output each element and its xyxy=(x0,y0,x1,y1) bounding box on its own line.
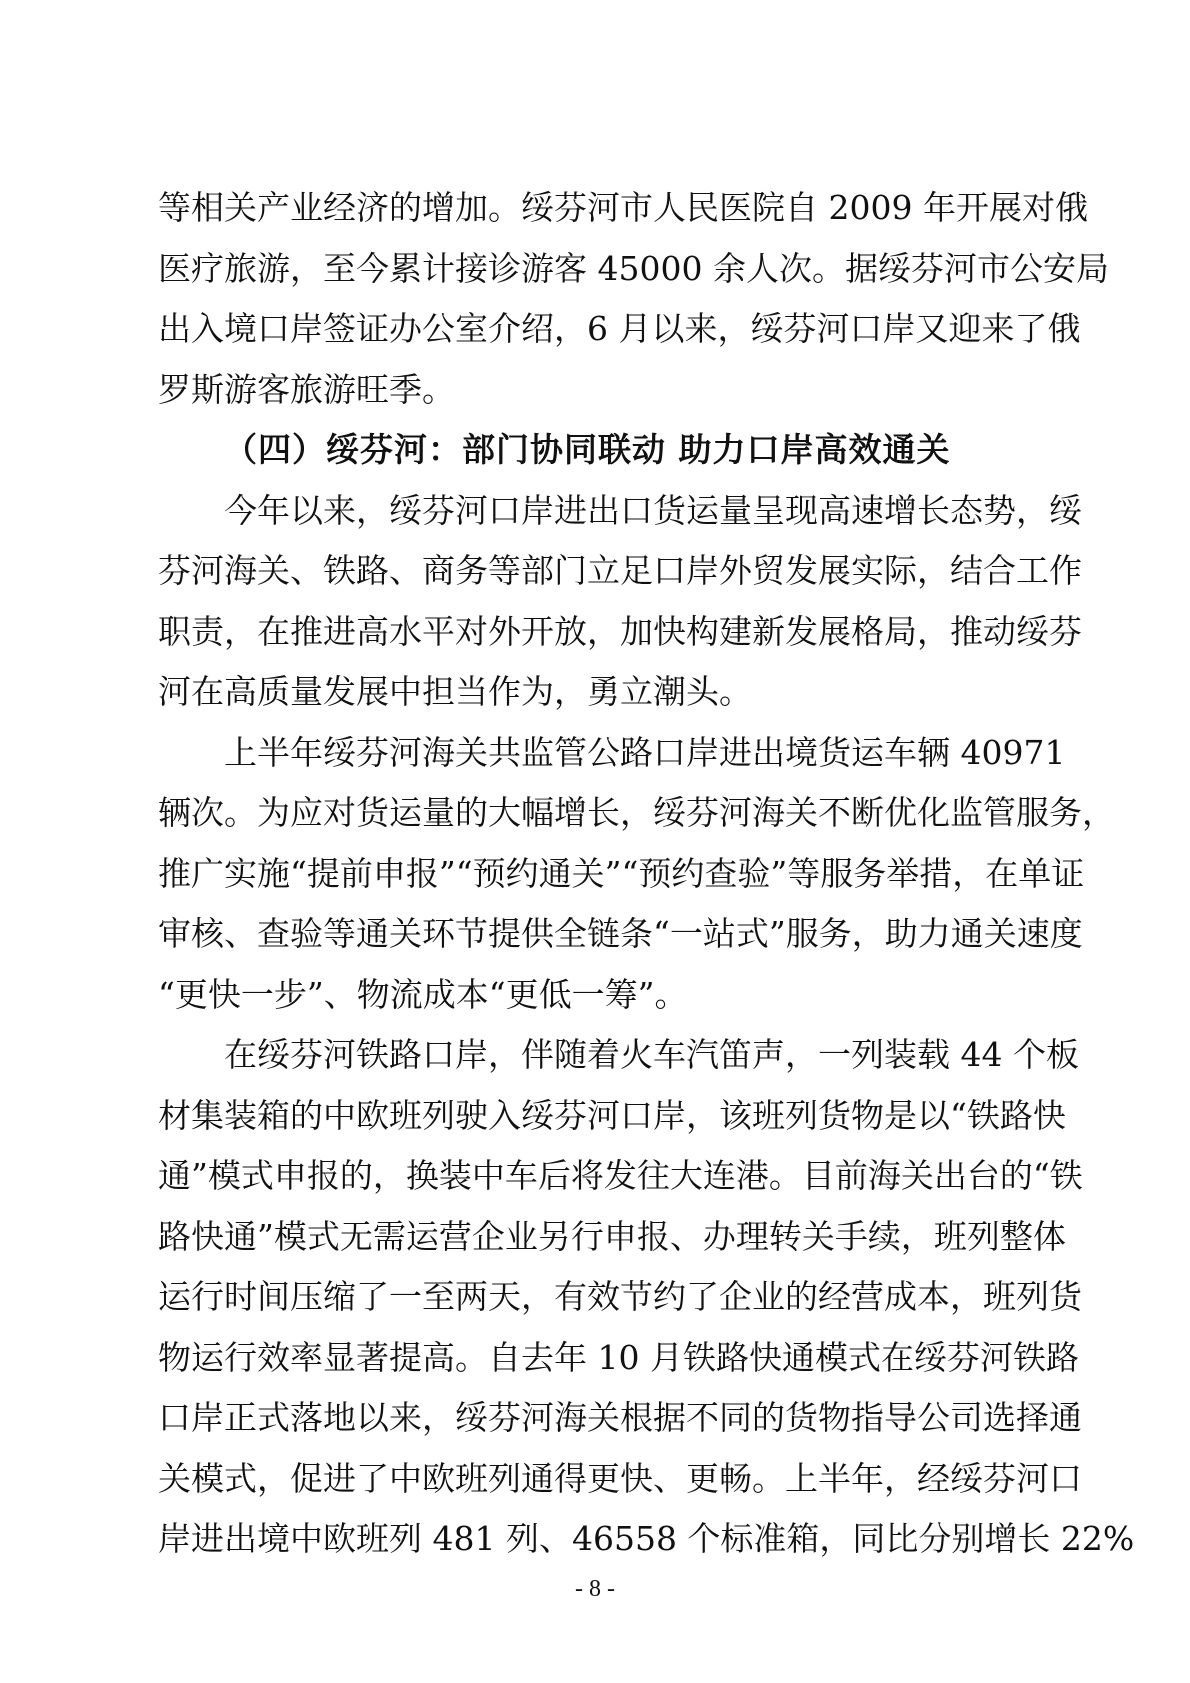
text-line: 河在高质量发展中担当作为，勇立潮头。 xyxy=(158,672,752,711)
paragraph-first-line: 今年以来，绥芬河口岸进出口货运量呈现高速增长态势，绥 xyxy=(224,490,1082,530)
text-line: “更快一步”、物流成本“更低一筹”。 xyxy=(158,974,688,1014)
text-line: 运行时间压缩了一至两天，有效节约了企业的经营成本，班列货 xyxy=(158,1277,1082,1316)
text-line: 材集装箱的中欧班列驶入绥芬河口岸，该班列货物是以“铁路快 xyxy=(158,1095,1066,1135)
text-line: 辆次。为应对货运量的大幅增长，绥芬河海关不断优化监管服务， xyxy=(158,793,1115,832)
paragraph-first-line: 上半年绥芬河海关共监管公路口岸进出境货运车辆 40971 xyxy=(224,732,1066,772)
page-number: - 8 - xyxy=(575,1576,615,1602)
section-heading: （四）绥芬河：部门协同联动 助力口岸高效通关 xyxy=(224,430,951,469)
text-line: 岸进出境中欧班列 481 列、46558 个标准箱，同比分别增长 22% xyxy=(158,1519,1135,1558)
text-line: 审核、查验等通关环节提供全链条“一站式”服务，助力通关速度 xyxy=(158,914,1083,953)
text-line: 口岸正式落地以来，绥芬河海关根据不同的货物指导公司选择通 xyxy=(158,1398,1082,1437)
text-line: 物运行效率显著提高。自去年 10 月铁路快通模式在绥芬河铁路 xyxy=(158,1337,1079,1377)
text-line: 通”模式申报的，换装中车后将发往大连港。目前海关出台的“铁 xyxy=(158,1156,1083,1195)
text-line: 医疗旅游，至今累计接诊游客 45000 余人次。据绥芬河市公安局 xyxy=(158,248,1109,288)
text-line: 等相关产业经济的增加。绥芬河市人民医院自 2009 年开展对俄 xyxy=(158,188,1088,227)
text-line: 出入境口岸签证办公室介绍，6 月以来，绥芬河口岸又迎来了俄 xyxy=(158,309,1081,348)
text-line: 路快通”模式无需运营企业另行申报、办理转关手续，班列整体 xyxy=(158,1216,1066,1256)
text-line: 推广实施“提前申报”“预约通关”“预约查验”等服务举措，在单证 xyxy=(158,853,1085,893)
text-line: 罗斯游客旅游旺季。 xyxy=(158,369,455,409)
text-line: 职责，在推进高水平对外开放，加快构建新发展格局，推动绥芬 xyxy=(158,611,1082,651)
text-line: 关模式，促进了中欧班列通得更快、更畅。上半年，经绥芬河口 xyxy=(158,1458,1082,1498)
text-line: 芬河海关、铁路、商务等部门立足口岸外贸发展实际，结合工作 xyxy=(158,551,1082,590)
paragraph-first-line: 在绥芬河铁路口岸，伴随着火车汽笛声，一列装载 44 个板 xyxy=(224,1035,1079,1074)
